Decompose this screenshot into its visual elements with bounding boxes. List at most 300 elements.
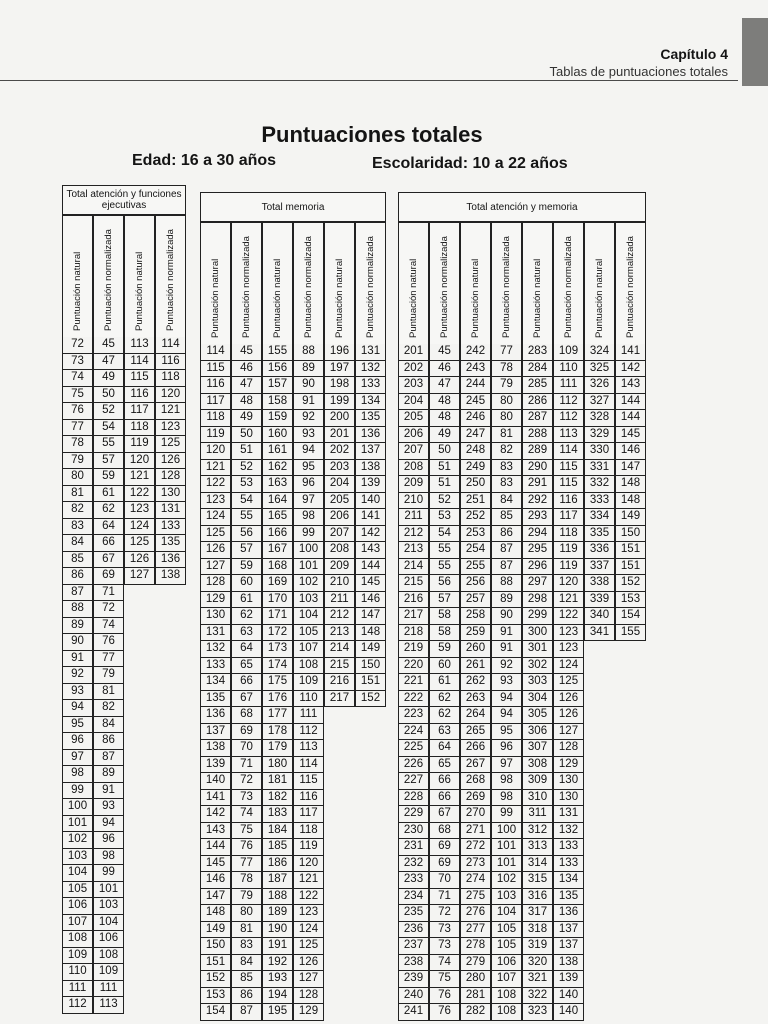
table-cell: 137 — [553, 922, 584, 939]
table-cell: 212 — [324, 608, 355, 625]
table-cell: 143 — [615, 377, 646, 394]
table-cell: 78 — [231, 872, 262, 889]
table-cell: 87 — [62, 585, 93, 602]
table-cell: 108 — [491, 988, 522, 1005]
table-cell: 49 — [429, 427, 460, 444]
table-cell: 340 — [584, 608, 615, 625]
table-cell: 93 — [491, 674, 522, 691]
table-cell: 127 — [293, 971, 324, 988]
table-cell: 126 — [553, 691, 584, 708]
table-cell: 69 — [93, 568, 124, 585]
table-cell: 54 — [93, 420, 124, 437]
table-cell: 125 — [200, 526, 231, 543]
chapter-subtitle: Tablas de puntuaciones totales — [549, 64, 728, 79]
table-cell: 117 — [124, 403, 155, 420]
table-cell: 113 — [553, 427, 584, 444]
table-cell: 70 — [231, 740, 262, 757]
table-cell: 178 — [262, 724, 293, 741]
chapter-label: Capítulo 4 — [660, 46, 728, 62]
table-cell: 131 — [355, 344, 386, 361]
table-cell: 134 — [200, 674, 231, 691]
table-cell: 77 — [491, 344, 522, 361]
table-column — [124, 215, 155, 1014]
table-cell: 112 — [293, 724, 324, 741]
table-cell: 108 — [491, 1004, 522, 1021]
table-cell: 91 — [491, 641, 522, 658]
table-cell: 142 — [355, 526, 386, 543]
table-cell: 134 — [355, 394, 386, 411]
table-cell: 106 — [62, 898, 93, 915]
table-cell: 114 — [200, 344, 231, 361]
table-cell: 73 — [429, 922, 460, 939]
table-cell: 128 — [293, 988, 324, 1005]
table-cell: 106 — [93, 931, 124, 948]
table-cell: 245 — [460, 394, 491, 411]
table-cell: 85 — [62, 552, 93, 569]
table-cell: 72 — [93, 601, 124, 618]
table-cell: 61 — [231, 592, 262, 609]
table-cell: 209 — [398, 476, 429, 493]
table-cell: 64 — [93, 519, 124, 536]
table-cell: 161 — [262, 443, 293, 460]
table-cell: 320 — [522, 955, 553, 972]
table-column — [200, 222, 231, 1021]
table-cell: 101 — [491, 839, 522, 856]
table-cell: 133 — [553, 839, 584, 856]
table-cell: 124 — [200, 509, 231, 526]
table-cell: 218 — [398, 625, 429, 642]
table-cell: 104 — [93, 915, 124, 932]
table-cell: 131 — [200, 625, 231, 642]
table-cell: 98 — [62, 766, 93, 783]
table-cell: 247 — [460, 427, 491, 444]
table-cell: 148 — [615, 476, 646, 493]
table-cell: 53 — [231, 476, 262, 493]
table-cell: 103 — [93, 898, 124, 915]
table-cell: 103 — [293, 592, 324, 609]
table-cell: 84 — [93, 717, 124, 734]
table-cell: 168 — [262, 559, 293, 576]
table-cell: 115 — [553, 476, 584, 493]
table-cell: 205 — [398, 410, 429, 427]
table-cell: 224 — [398, 724, 429, 741]
table-cell: 64 — [231, 641, 262, 658]
column-header: Puntuación normalizada — [553, 222, 584, 344]
table-cell: 86 — [491, 526, 522, 543]
table-cell: 118 — [553, 526, 584, 543]
table-cell: 137 — [200, 724, 231, 741]
table-column — [324, 222, 355, 1021]
table-cell: 216 — [324, 674, 355, 691]
table-cell: 107 — [491, 971, 522, 988]
table-cell: 48 — [429, 394, 460, 411]
table-cell: 89 — [62, 618, 93, 635]
table-cell: 118 — [293, 823, 324, 840]
table-cell: 69 — [429, 856, 460, 873]
table-cell: 85 — [231, 971, 262, 988]
table-cell: 49 — [231, 410, 262, 427]
table-cell: 79 — [62, 453, 93, 470]
table-cell: 208 — [398, 460, 429, 477]
table-cell: 111 — [62, 981, 93, 998]
table-cell: 142 — [200, 806, 231, 823]
table-cell: 79 — [93, 667, 124, 684]
table-cell: 214 — [398, 559, 429, 576]
table-cell: 52 — [429, 493, 460, 510]
table-cell: 121 — [293, 872, 324, 889]
table-cell: 124 — [293, 922, 324, 939]
table-cell: 339 — [584, 592, 615, 609]
table-cell: 140 — [553, 1004, 584, 1021]
table-cell: 147 — [355, 608, 386, 625]
table-cell: 62 — [429, 691, 460, 708]
table-cell: 309 — [522, 773, 553, 790]
table-cell: 139 — [200, 757, 231, 774]
table-cell: 125 — [553, 674, 584, 691]
table-cell: 147 — [615, 460, 646, 477]
table-cell: 324 — [584, 344, 615, 361]
table-cell: 76 — [429, 988, 460, 1005]
table-cell: 90 — [491, 608, 522, 625]
table-cell: 90 — [293, 377, 324, 394]
table-cell: 55 — [429, 542, 460, 559]
table-cell: 67 — [231, 691, 262, 708]
table-cell: 234 — [398, 889, 429, 906]
table-cell: 122 — [200, 476, 231, 493]
table-cell: 314 — [522, 856, 553, 873]
table-attention-memory — [398, 192, 646, 1021]
table-cell: 276 — [460, 905, 491, 922]
table-cell: 78 — [491, 361, 522, 378]
table-cell: 80 — [491, 410, 522, 427]
table-cell: 114 — [155, 337, 186, 354]
table-cell: 73 — [231, 790, 262, 807]
table-cell: 134 — [553, 872, 584, 889]
table-cell: 113 — [93, 997, 124, 1014]
table-cell: 116 — [200, 377, 231, 394]
table-cell: 137 — [553, 938, 584, 955]
table-cell: 190 — [262, 922, 293, 939]
table-cell: 78 — [62, 436, 93, 453]
table-cell: 95 — [293, 460, 324, 477]
table-cell: 79 — [491, 377, 522, 394]
table-column — [553, 222, 584, 1021]
table-cell: 315 — [522, 872, 553, 889]
table-cell: 284 — [522, 361, 553, 378]
table-cell: 114 — [124, 354, 155, 371]
table-cell: 145 — [200, 856, 231, 873]
table-cell: 123 — [155, 420, 186, 437]
table-cell: 135 — [355, 410, 386, 427]
table-cell: 180 — [262, 757, 293, 774]
table-cell: 235 — [398, 905, 429, 922]
table-cell: 232 — [398, 856, 429, 873]
table-cell: 197 — [324, 361, 355, 378]
table-cell: 266 — [460, 740, 491, 757]
table-cell: 279 — [460, 955, 491, 972]
table-cell: 115 — [553, 460, 584, 477]
table-cell: 188 — [262, 889, 293, 906]
table-cell: 129 — [553, 757, 584, 774]
table-cell: 145 — [615, 427, 646, 444]
table-column — [93, 215, 124, 1014]
table-cell: 94 — [93, 816, 124, 833]
table-cell: 222 — [398, 691, 429, 708]
table-cell: 271 — [460, 823, 491, 840]
table-cell: 58 — [429, 608, 460, 625]
table-cell: 138 — [200, 740, 231, 757]
table-cell: 122 — [553, 608, 584, 625]
table-cell: 303 — [522, 674, 553, 691]
table-cell: 57 — [429, 592, 460, 609]
table-cell: 210 — [324, 575, 355, 592]
schooling-range: Escolaridad: 10 a 22 años — [372, 155, 568, 172]
table-cell: 97 — [62, 750, 93, 767]
table-cell: 50 — [429, 443, 460, 460]
table-cell: 336 — [584, 542, 615, 559]
table-cell: 256 — [460, 575, 491, 592]
table-cell: 81 — [93, 684, 124, 701]
table-cell: 98 — [491, 773, 522, 790]
table-cell: 214 — [324, 641, 355, 658]
table-cell: 121 — [553, 592, 584, 609]
table-cell: 208 — [324, 542, 355, 559]
table-cell: 130 — [553, 790, 584, 807]
table-cell: 82 — [93, 700, 124, 717]
table-cell: 203 — [324, 460, 355, 477]
column-header: Puntuación natural — [124, 215, 155, 337]
table-cell: 101 — [293, 559, 324, 576]
table-cell: 52 — [93, 403, 124, 420]
table-cell: 281 — [460, 988, 491, 1005]
table-cell: 280 — [460, 971, 491, 988]
table-cell: 92 — [62, 667, 93, 684]
table-cell: 74 — [93, 618, 124, 635]
table-cell: 68 — [231, 707, 262, 724]
table-column — [615, 222, 646, 1021]
table-cell: 148 — [355, 625, 386, 642]
table-cell: 242 — [460, 344, 491, 361]
table-cell: 140 — [553, 988, 584, 1005]
table-cell: 120 — [293, 856, 324, 873]
table-cell: 318 — [522, 922, 553, 939]
table-cell: 258 — [460, 608, 491, 625]
table-cell: 207 — [324, 526, 355, 543]
table-cell: 191 — [262, 938, 293, 955]
table-cell: 129 — [200, 592, 231, 609]
table-cell: 152 — [200, 971, 231, 988]
table-cell: 236 — [398, 922, 429, 939]
table-cell: 123 — [553, 625, 584, 642]
column-header: Puntuación normalizada — [355, 222, 386, 344]
table-cell: 84 — [231, 955, 262, 972]
table-cell: 107 — [293, 641, 324, 658]
table-cell: 167 — [262, 542, 293, 559]
table-cell: 91 — [491, 625, 522, 642]
table-cell: 237 — [398, 938, 429, 955]
table-cell: 95 — [491, 724, 522, 741]
table-cell: 265 — [460, 724, 491, 741]
table-cell: 124 — [124, 519, 155, 536]
table-cell: 163 — [262, 476, 293, 493]
table-cell: 66 — [231, 674, 262, 691]
table-cell: 310 — [522, 790, 553, 807]
table-cell: 51 — [429, 460, 460, 477]
table-cell: 335 — [584, 526, 615, 543]
table-cell: 211 — [324, 592, 355, 609]
table-cell: 212 — [398, 526, 429, 543]
table-cell: 225 — [398, 740, 429, 757]
table-cell: 119 — [200, 427, 231, 444]
table-cell: 231 — [398, 839, 429, 856]
table-cell: 243 — [460, 361, 491, 378]
table-cell: 304 — [522, 691, 553, 708]
table-cell: 155 — [262, 344, 293, 361]
column-header: Puntuación natural — [398, 222, 429, 344]
table-cell: 229 — [398, 806, 429, 823]
table-cell: 67 — [93, 552, 124, 569]
table-cell: 278 — [460, 938, 491, 955]
table-cell: 123 — [200, 493, 231, 510]
table-cell: 50 — [93, 387, 124, 404]
table-cell: 341 — [584, 625, 615, 642]
table-cell: 248 — [460, 443, 491, 460]
table-cell: 186 — [262, 856, 293, 873]
table-cell: 112 — [553, 394, 584, 411]
table-cell: 121 — [124, 469, 155, 486]
table-cell: 82 — [62, 502, 93, 519]
table-cell: 203 — [398, 377, 429, 394]
table-cell: 217 — [398, 608, 429, 625]
table-cell: 194 — [262, 988, 293, 1005]
table-cell: 110 — [62, 964, 93, 981]
table-cell: 122 — [293, 889, 324, 906]
table-cell: 135 — [553, 889, 584, 906]
table-cell: 227 — [398, 773, 429, 790]
table-cell: 269 — [460, 790, 491, 807]
table-cell: 112 — [62, 997, 93, 1014]
table-cell: 63 — [231, 625, 262, 642]
table-cell: 109 — [93, 964, 124, 981]
table-cell: 213 — [398, 542, 429, 559]
table-columns — [398, 222, 646, 1021]
table-cell: 270 — [460, 806, 491, 823]
table-column — [231, 222, 262, 1021]
table-cell: 156 — [262, 361, 293, 378]
table-cell: 118 — [155, 370, 186, 387]
table-cell: 151 — [200, 955, 231, 972]
table-cell: 52 — [231, 460, 262, 477]
table-cell: 153 — [200, 988, 231, 1005]
table-columns — [62, 215, 186, 1014]
table-cell: 109 — [553, 344, 584, 361]
table-cell: 49 — [93, 370, 124, 387]
table-cell: 84 — [62, 535, 93, 552]
table-cell: 46 — [231, 361, 262, 378]
table-cell: 133 — [355, 377, 386, 394]
table-cell: 293 — [522, 509, 553, 526]
table-cell: 93 — [62, 684, 93, 701]
table-cell: 119 — [124, 436, 155, 453]
table-cell: 295 — [522, 542, 553, 559]
table-cell: 117 — [293, 806, 324, 823]
table-cell: 123 — [293, 905, 324, 922]
table-cell: 76 — [231, 839, 262, 856]
table-cell: 249 — [460, 460, 491, 477]
table-cell: 132 — [200, 641, 231, 658]
table-cell: 54 — [429, 526, 460, 543]
table-cell: 130 — [155, 486, 186, 503]
table-cell: 95 — [62, 717, 93, 734]
table-cell: 296 — [522, 559, 553, 576]
table-cell: 140 — [200, 773, 231, 790]
table-cell: 288 — [522, 427, 553, 444]
table-cell: 71 — [429, 889, 460, 906]
table-cell: 66 — [93, 535, 124, 552]
table-cell: 317 — [522, 905, 553, 922]
table-cell: 311 — [522, 806, 553, 823]
table-cell: 308 — [522, 757, 553, 774]
table-cell: 147 — [200, 889, 231, 906]
table-cell: 206 — [398, 427, 429, 444]
table-title: Total memoria — [200, 192, 386, 222]
table-cell: 133 — [553, 856, 584, 873]
table-cell: 60 — [429, 658, 460, 675]
table-cell: 88 — [62, 601, 93, 618]
table-cell: 198 — [324, 377, 355, 394]
table-cell: 126 — [155, 453, 186, 470]
table-cell: 150 — [200, 938, 231, 955]
table-cell: 149 — [355, 641, 386, 658]
table-cell: 154 — [615, 608, 646, 625]
table-cell: 77 — [93, 651, 124, 668]
table-cell: 239 — [398, 971, 429, 988]
table-cell: 99 — [62, 783, 93, 800]
table-cell: 96 — [491, 740, 522, 757]
table-cell: 283 — [522, 344, 553, 361]
table-cell: 116 — [155, 354, 186, 371]
table-cell: 83 — [491, 476, 522, 493]
table-cell: 251 — [460, 493, 491, 510]
table-cell: 298 — [522, 592, 553, 609]
table-cell: 261 — [460, 658, 491, 675]
table-cell: 176 — [262, 691, 293, 708]
table-cell: 151 — [615, 559, 646, 576]
table-cell: 110 — [293, 691, 324, 708]
table-cell: 139 — [553, 971, 584, 988]
table-cell: 171 — [262, 608, 293, 625]
column-header: Puntuación natural — [584, 222, 615, 344]
table-cell: 87 — [491, 542, 522, 559]
table-cell: 148 — [615, 493, 646, 510]
table-cell: 45 — [231, 344, 262, 361]
table-cell: 115 — [293, 773, 324, 790]
table-memory — [200, 192, 386, 1021]
table-cell: 84 — [491, 493, 522, 510]
table-cell: 172 — [262, 625, 293, 642]
table-cell: 181 — [262, 773, 293, 790]
table-cell: 332 — [584, 476, 615, 493]
table-cell: 195 — [262, 1004, 293, 1021]
table-cell: 228 — [398, 790, 429, 807]
table-cell: 104 — [491, 905, 522, 922]
table-cell: 111 — [553, 377, 584, 394]
table-cell: 131 — [155, 502, 186, 519]
table-cell: 144 — [615, 410, 646, 427]
table-cell: 51 — [231, 443, 262, 460]
table-cell: 71 — [93, 585, 124, 602]
table-cell: 118 — [124, 420, 155, 437]
